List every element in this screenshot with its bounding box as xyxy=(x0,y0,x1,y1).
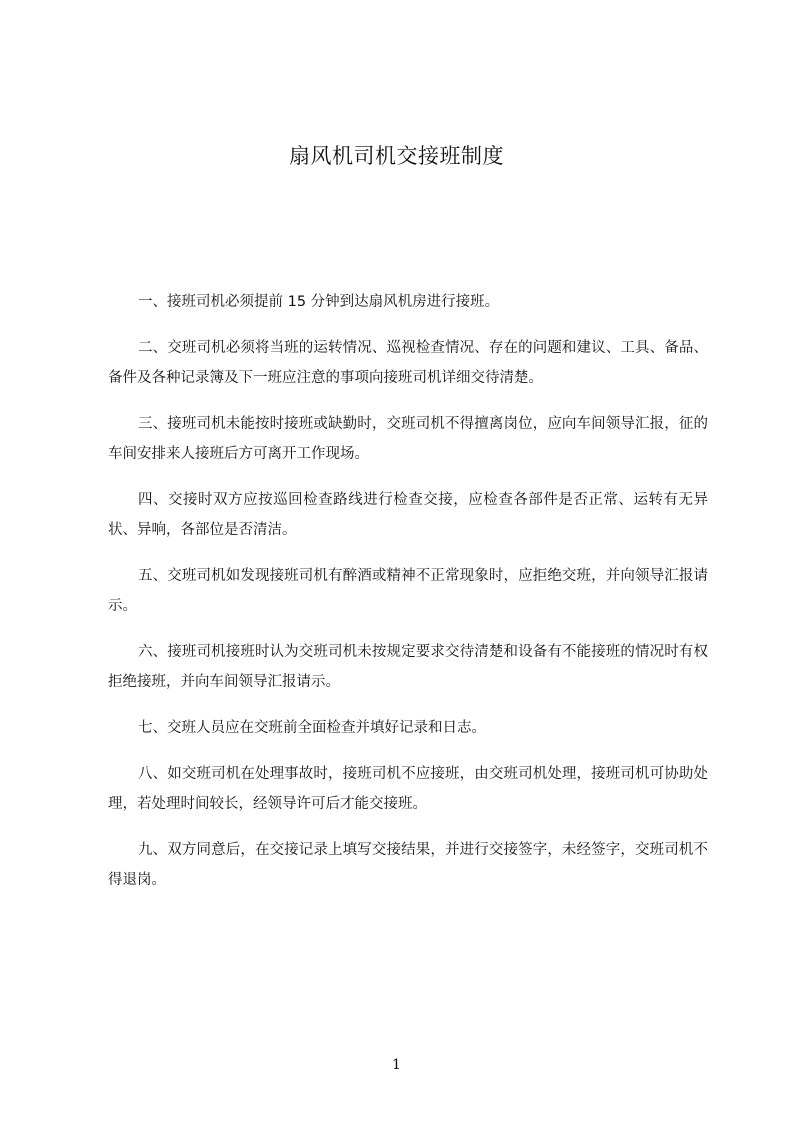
paragraph-4: 四、交接时双方应按巡回检查路线进行检查交接，应检查各部件是否正常、运转有无异状、异响，各部位是否清洁。 xyxy=(108,492,708,538)
page-number: 1 xyxy=(392,1057,401,1073)
paragraph-5: 五、交班司机如发现接班司机有醉酒或精神不正常现象时，应拒绝交班，并向领导汇报请示。 xyxy=(108,568,708,614)
paragraph-7: 七、交班人员应在交班前全面检查并填好记录和日志。 xyxy=(138,720,486,736)
paragraph-3: 三、接班司机未能按时接班或缺勤时，交班司机不得擅离岗位，应向车间领导汇报，征的车间安排来人接班后方可离开工作现场。 xyxy=(108,416,708,462)
paragraph-6: 六、接班司机接班时认为交班司机未按规定要求交待清楚和设备有不能接班的情况时有权拒绝接班，并向车间领导汇报请示。 xyxy=(108,644,708,690)
paragraph-8: 八、如交班司机在处理事故时，接班司机不应接班，由交班司机处理，接班司机可协助处理，若处理时间较长，经领导许可后才能交接班。 xyxy=(108,766,708,812)
paragraph-2: 二、交班司机必须将当班的运转情况、巡视检查情况、存在的问题和建议、工具、备品、备件及各种记录簿及下一班应注意的事项向接班司机详细交待清楚。 xyxy=(108,340,708,386)
document-body xyxy=(108,287,708,895)
paragraph-1: 一、接班司机必须提前 15 分钟到达扇风机房进行接班。 xyxy=(138,294,500,310)
paragraph-9: 九、双方同意后，在交接记录上填写交接结果，并进行交接签字，未经签字，交班司机不得退岗。 xyxy=(108,842,708,888)
document-title: 扇风机司机交接班制度 xyxy=(289,144,504,168)
